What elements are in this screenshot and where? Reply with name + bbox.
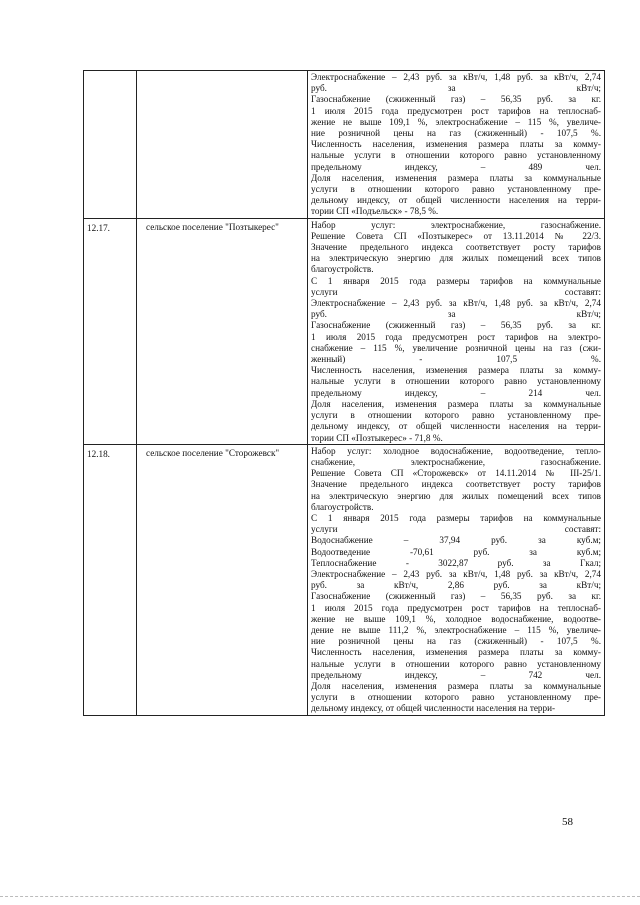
description-line: жение не выше 109,1 %, холодное водоснабжение, водоотве- bbox=[311, 613, 601, 624]
description-line: ние розничной цены на газ (сжиженный) - 107,5 %. bbox=[311, 128, 601, 139]
description-line: нальные услуги в отношении которого равно установленному bbox=[311, 658, 601, 669]
description-line: дельному индексу, от общей численности населения на терри- bbox=[311, 421, 601, 432]
table-body bbox=[84, 71, 605, 716]
description-line: 1 июля 2015 года предусмотрен рост тарифов на теплоснаб- bbox=[311, 105, 601, 116]
tariff-description bbox=[308, 218, 605, 444]
description-line: Решение Совета СП «Сторожевск» от 14.11.2014 № III-25/1. bbox=[311, 468, 601, 479]
description-line: благоустройств. bbox=[311, 501, 374, 512]
description-line: Водоотведение -70,61 руб. за куб.м; bbox=[311, 546, 601, 557]
description-line: услуги в отношении которого равно установленному пре- bbox=[311, 184, 601, 195]
description-line: С 1 января 2015 года размеры тарифов на коммунальные bbox=[311, 512, 601, 523]
description-line: Электроснабжение – 2,43 руб. за кВт/ч, 1,48 руб. за кВт/ч, 2,74 bbox=[311, 568, 601, 579]
description-line: Значение предельного индекса соответствует росту тарифов bbox=[311, 242, 601, 253]
settlement-name: сельское поселение "Сторожевск" bbox=[137, 444, 308, 715]
description-line: 1 июля 2015 года предусмотрен рост тарифов на электро- bbox=[311, 331, 601, 342]
description-line: 1 июля 2015 года предусмотрен рост тарифов на теплоснаб- bbox=[311, 602, 601, 613]
description-line: Набор услуг: электроснабжение, газоснабжение. bbox=[311, 219, 601, 230]
description-line: предельному индексу, – 489 чел. bbox=[311, 161, 601, 172]
description-line: Доля населения, изменения размера платы за коммунальные bbox=[311, 680, 601, 691]
description-line: Набор услуг: холодное водоснабжение, водоотведение, тепло- bbox=[311, 445, 601, 456]
description-line: дельному индексу, от общей численности населения на терри- bbox=[311, 195, 601, 206]
description-line: Электроснабжение – 2,43 руб. за кВт/ч, 1,48 руб. за кВт/ч, 2,74 bbox=[311, 298, 601, 309]
description-line: на электрическую энергию для жилых помещений всех типов bbox=[311, 490, 601, 501]
description-line: Газоснабжение (сжиженный газ) – 56,35 руб. за кг. bbox=[311, 320, 601, 331]
description-line: Теплоснабжение - 3022,87 руб. за Гкал; bbox=[311, 557, 601, 568]
description-line: тории СП «Подъельск» - 78,5 %. bbox=[311, 206, 439, 217]
tariff-description bbox=[308, 71, 605, 219]
page-number: 58 bbox=[562, 816, 573, 828]
description-line: Газоснабжение (сжиженный газ) – 56,35 руб. за кг. bbox=[311, 591, 601, 602]
tariff-table bbox=[83, 70, 605, 716]
table-row bbox=[84, 218, 605, 444]
description-line: благоустройств. bbox=[311, 264, 374, 275]
description-line: нальные услуги в отношении которого равно установленному bbox=[311, 150, 601, 161]
tariff-description bbox=[308, 444, 605, 715]
description-line: руб. за кВт/ч; bbox=[311, 83, 601, 94]
row-number: 12.17. bbox=[84, 218, 137, 444]
description-line: руб. за кВт/ч, 2,86 руб. за кВт/ч; bbox=[311, 580, 601, 591]
settlement-name bbox=[137, 71, 308, 219]
description-line: снабжение – 115 %, увеличение розничной цены на газ (сжи- bbox=[311, 342, 601, 353]
description-line: руб. за кВт/ч; bbox=[311, 309, 601, 320]
description-line: С 1 января 2015 года размеры тарифов на коммунальные bbox=[311, 275, 601, 286]
description-line: Доля населения, изменения размера платы за коммунальные bbox=[311, 172, 601, 183]
description-line: на электрическую энергию для жилых помещений всех типов bbox=[311, 253, 601, 264]
row-number: 12.18. bbox=[84, 444, 137, 715]
description-line: жение не выше 109,1 %, электроснабжение – 115 %, увеличе- bbox=[311, 116, 601, 127]
description-line: снабжение, электроснабжение, газоснабжение. bbox=[311, 456, 601, 467]
table-row bbox=[84, 71, 605, 219]
description-line: дельному индексу, от общей численности населения на терри- bbox=[311, 703, 556, 714]
description-line: тории СП «Позтыкерес» - 71,8 %. bbox=[311, 432, 443, 443]
description-line: услуги составят: bbox=[311, 286, 601, 297]
description-line: предельному индексу, – 742 чел. bbox=[311, 669, 601, 680]
description-line: Доля населения, изменения размера платы за коммунальные bbox=[311, 398, 601, 409]
bottom-divider bbox=[0, 896, 640, 897]
description-line: Значение предельного индекса соответствует росту тарифов bbox=[311, 479, 601, 490]
description-line: дение не выше 111,2 %, электроснабжение – 115 %, увеличе- bbox=[311, 624, 601, 635]
row-number bbox=[84, 71, 137, 219]
description-line: женный) - 107,5 %. bbox=[311, 354, 601, 365]
description-line: услуги в отношении которого равно установленному пре- bbox=[311, 410, 601, 421]
description-line: услуги в отношении которого равно установленному пре- bbox=[311, 692, 601, 703]
settlement-name: сельское поселение "Позтыкерес" bbox=[137, 218, 308, 444]
description-line: Численность населения, изменения размера платы за комму- bbox=[311, 647, 601, 658]
description-line: Численность населения, изменения размера платы за комму- bbox=[311, 139, 601, 150]
table-row bbox=[84, 444, 605, 715]
description-line: услуги составят: bbox=[311, 524, 601, 535]
description-line: Водоснабжение – 37,94 руб. за куб.м; bbox=[311, 535, 601, 546]
description-line: Решение Совета СП «Позтыкерес» от 13.11.2014 № 22/3. bbox=[311, 230, 601, 241]
description-line: предельному индексу, – 214 чел. bbox=[311, 387, 601, 398]
description-line: Численность населения, изменения размера платы за комму- bbox=[311, 365, 601, 376]
description-line: Электроснабжение – 2,43 руб. за кВт/ч, 1,48 руб. за кВт/ч, 2,74 bbox=[311, 72, 601, 82]
description-line: нальные услуги в отношении которого равно установленному bbox=[311, 376, 601, 387]
description-line: Газоснабжение (сжиженный газ) – 56,35 руб. за кг. bbox=[311, 94, 601, 105]
description-line: ние розничной цены на газ (сжиженный) - 107,5 %. bbox=[311, 636, 601, 647]
